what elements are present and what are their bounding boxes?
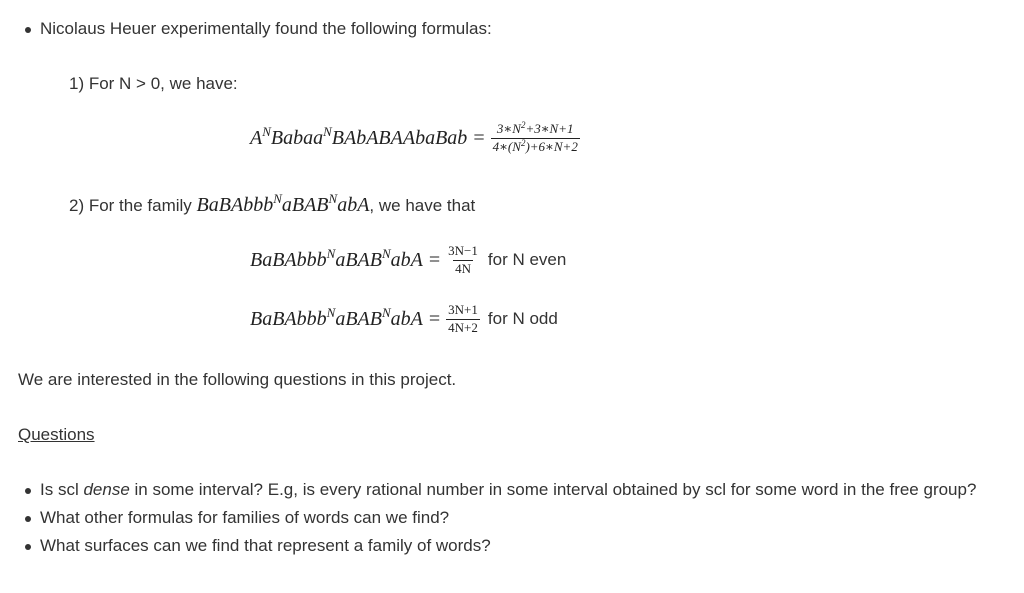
formula-2-odd-equation [250,303,558,336]
question-1-end: in some interval? E.g, is every rational number in some interval obtained by scl for some word in the free group? [129,480,977,499]
lhs-part: A [250,126,263,149]
num-part: 3∗N [496,121,521,136]
bullet-point [25,488,31,494]
num-part: +3∗N+1 [525,121,574,136]
formula-1-label: 1) For N > 0, we have: [69,74,238,93]
num-exponent: 2 [520,120,526,130]
den-exponent: 2 [520,137,526,148]
family-part: BaBAbbb [196,194,274,216]
formula-2-label [69,191,476,217]
even-condition: for N even [487,250,567,270]
formula-2-even-equation [250,244,566,277]
equals-sign: = [473,126,485,149]
question-2: What other formulas for families of words can we find? [40,508,450,527]
lhs-exponent: N [262,123,271,139]
lhs-part: abA [390,307,423,330]
formula-1-fraction [491,122,580,155]
lhs-part: BaBAbbb [250,307,327,330]
formula-1-lhs [250,123,468,150]
family-expression [196,191,370,216]
odd-lhs [250,304,423,331]
formula-2-label-suffix: , we have that [369,196,476,215]
lhs-exponent: N [326,304,336,320]
odd-fraction [446,303,480,336]
even-fraction [446,244,480,277]
fraction-numerator: 3N+1 [448,302,478,317]
questions-heading: Questions [18,425,95,444]
family-exponent: N [328,191,338,206]
fraction-numerator [495,122,576,138]
lhs-part: BaBAbbb [250,248,327,271]
family-exponent: N [273,191,282,206]
lhs-part: BAbABAAbaBab [331,126,468,149]
family-part: aBAB [281,194,329,216]
even-lhs [250,245,423,272]
family-part: abA [337,194,370,216]
fraction-denominator: 4N [455,260,471,276]
interest-paragraph: We are interested in the following questions in this project. [18,370,457,389]
formula-2-label-prefix: 2) For the family [69,196,197,215]
fraction-denominator [491,138,580,155]
lhs-part: Babaa [270,126,324,149]
question-1-start: Is scl [40,480,84,499]
den-part: 4∗(N [492,138,521,154]
intro-text: Nicolaus Heuer experimentally found the following formulas: [40,19,492,38]
lhs-exponent: N [381,245,391,261]
equals-sign: = [428,307,441,330]
question-3: What surfaces can we find that represent a family of words? [40,536,491,555]
question-1 [40,480,976,500]
lhs-part: aBAB [335,307,382,330]
bullet-point [25,516,31,522]
bullet-point [25,27,31,33]
lhs-exponent: N [323,123,332,139]
equals-sign: = [428,248,441,271]
lhs-exponent: N [326,245,336,261]
den-part: )+6∗N+2 [525,138,578,154]
fraction-denominator: 4N+2 [448,319,478,335]
bullet-point [25,544,31,550]
question-1-emphasis: dense [83,480,130,499]
lhs-part: aBAB [335,248,382,271]
formula-1-equation [250,122,580,155]
odd-condition: for N odd [487,309,558,329]
fraction-numerator: 3N−1 [448,243,478,258]
lhs-exponent: N [381,304,391,320]
lhs-part: abA [390,248,423,271]
